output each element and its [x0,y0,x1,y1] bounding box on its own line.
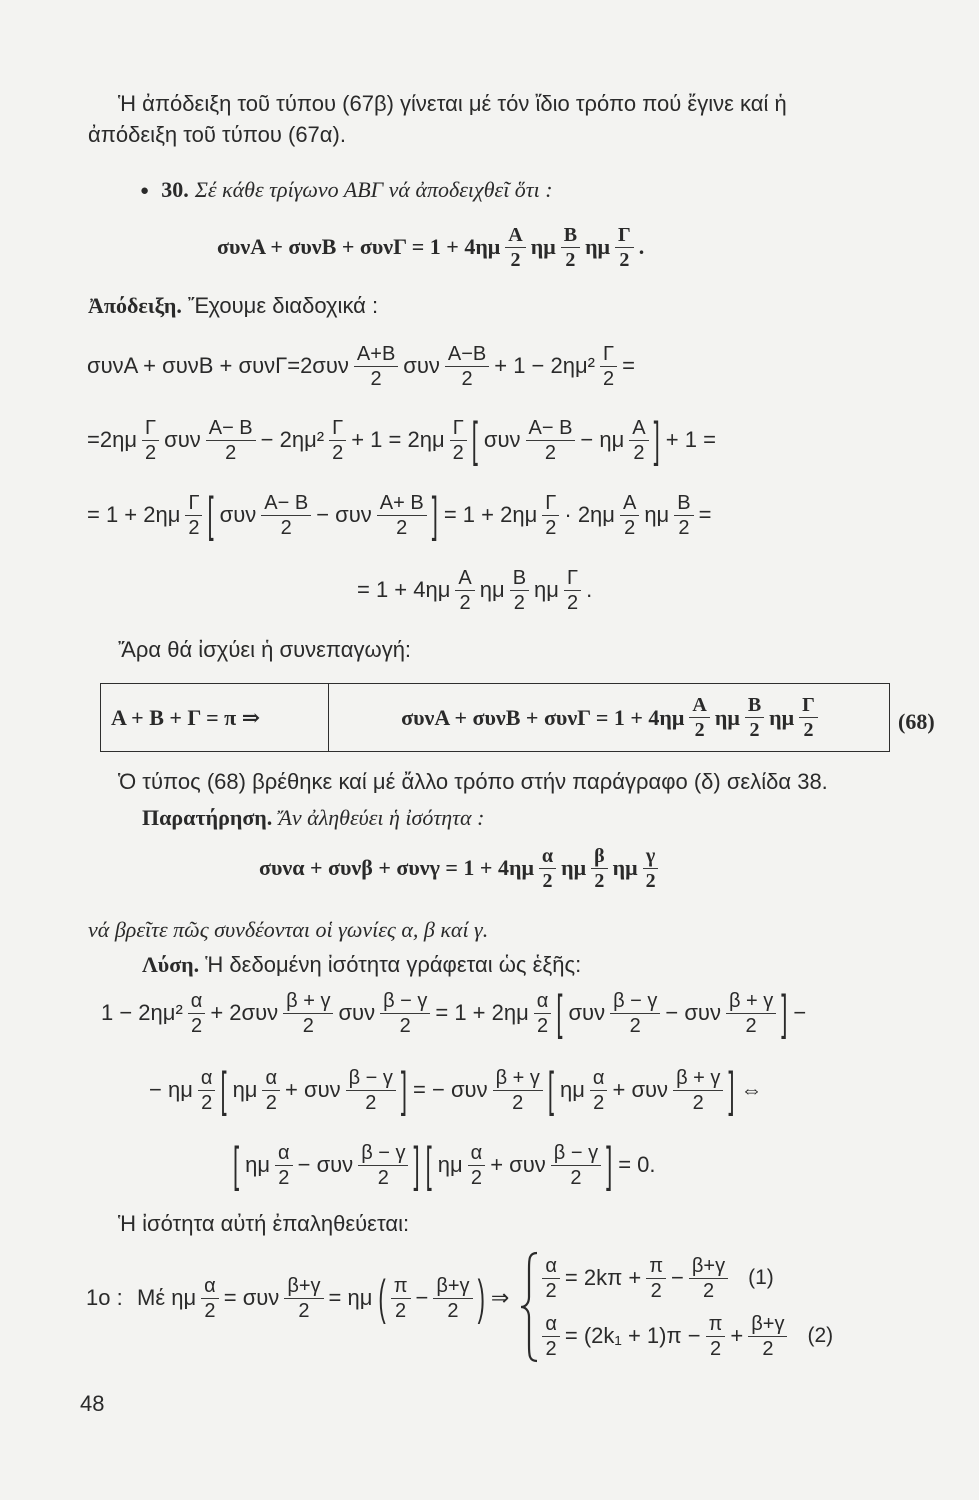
fraction-numerator: Α− Β [526,417,576,441]
formula-text: − συν [297,1152,354,1177]
formula-text: . [586,577,593,602]
fraction [590,1067,608,1114]
formula-text: συν [219,502,257,527]
formula-text: ημ [612,855,638,880]
fraction-numerator: α [542,1255,560,1279]
fraction-denominator: 2 [452,441,464,464]
fraction [468,1142,486,1189]
formula-text: = ημ [328,1285,373,1310]
proof-conclusion: Ἄρα θά ἰσχύει ἡ συνεπαγωγή: [118,637,412,662]
fraction-denominator: 2 [447,1299,459,1322]
fraction-numerator: π [706,1313,726,1337]
formula-text: συν [483,427,521,452]
fraction-denominator: 2 [544,441,557,464]
proof-heading [88,292,378,320]
fraction-numerator: β+γ [748,1313,787,1337]
fraction [674,492,693,539]
bracket: ] [653,410,660,467]
fraction-denominator: 2 [512,1091,524,1114]
fraction-numerator: α [188,990,206,1014]
fraction-numerator: Α [455,567,474,591]
fraction-numerator: β+γ [284,1275,323,1299]
fraction [505,224,525,271]
fraction-denominator: 2 [745,1014,757,1037]
formula-text: = 1 + 2ημ [87,502,181,527]
bracket: [ [425,1135,432,1192]
formula-text: − ημ [580,427,625,452]
formula-text: = 2kπ + [564,1265,642,1290]
fraction-denominator: 2 [702,1279,715,1302]
fraction-denominator: 2 [278,1166,290,1189]
fraction-numerator: Γ [615,224,634,248]
fraction-denominator: 2 [545,1279,557,1302]
fraction [726,990,776,1037]
fraction-numerator: β [591,845,608,869]
case-label: 1ο : [86,1285,123,1310]
boxed-formula [398,694,820,741]
fraction [551,1142,601,1189]
fraction-denominator: 2 [459,591,471,614]
formula-text: ημ [560,1077,585,1102]
formula-text: συν [568,1000,606,1025]
fraction-numerator: β − γ [551,1142,601,1166]
fraction-denominator: 2 [191,1014,203,1037]
bracket: [ [220,1060,227,1117]
formula-text: συνα + συνβ + συνγ = 1 + 4ημ [259,855,534,880]
fraction-denominator: 2 [396,516,408,539]
equation-system-row [540,1307,833,1365]
formula-text: = [698,502,712,527]
fraction-denominator: 2 [204,1299,216,1322]
fraction [433,1275,472,1322]
box-condition: Α + Β + Γ = π ⇒ [111,704,261,730]
formula-text: − συν [665,1000,721,1025]
formula-text: + 1 − 2ημ² [494,353,595,378]
fraction [206,417,256,464]
exercise-heading [140,176,553,207]
fraction-numerator: γ [643,845,658,869]
fraction-numerator: Β [561,224,580,248]
equation-system-row [540,1249,833,1307]
bracket: [ [471,410,478,467]
formula-text: συνΑ + συνΒ + συνΓ=2συν [87,353,349,378]
formula-text: ημ [714,704,740,730]
fraction [445,343,489,390]
fraction-denominator: 2 [537,1014,549,1037]
formula-text: = 0. [618,1152,656,1177]
fraction-numerator: α [201,1275,219,1299]
fraction-numerator: α [542,1313,560,1337]
fraction [591,845,608,892]
fraction-denominator: 2 [629,1014,641,1037]
fraction [188,990,206,1037]
fraction [201,1275,219,1322]
fraction-numerator: Γ [799,694,818,718]
formula-text: + [730,1323,744,1348]
fraction [799,694,818,741]
bracket: ] [728,1060,735,1117]
fraction [561,224,580,271]
formula-text: = − συν [413,1077,488,1102]
fraction [539,845,556,892]
fraction-numerator: α [468,1142,486,1166]
fraction-numerator: Α [629,417,648,441]
fraction-denominator: 2 [594,869,605,892]
equation-number: (1) [748,1266,774,1289]
formula-text: + συν [612,1077,669,1102]
page-number: 48 [80,1391,105,1416]
fraction [689,694,709,741]
formula-text: = 1 + 2ημ [435,1000,529,1025]
fraction-numerator: Γ [542,492,559,516]
fraction-numerator: π [646,1255,666,1279]
equation-number: (2) [807,1324,834,1347]
fraction-numerator: Γ [564,567,581,591]
formula-text: = συν [223,1285,280,1310]
formula-text: ⇒ [490,1285,510,1310]
fraction-numerator: β − γ [380,990,430,1014]
formula-text: συν [403,353,440,378]
formula-statement [214,217,647,277]
solution-text: Ἡ δεδομένη ἰσότητα γράφεται ὡς ἑξῆς: [205,952,582,977]
formula-step [84,485,714,545]
fraction-denominator: 2 [395,1299,407,1322]
fraction [198,1067,216,1114]
fraction-numerator: α [198,1067,216,1091]
fraction-numerator: Α [620,492,639,516]
fraction-denominator: 2 [694,719,705,741]
remark-text: Ἄν ἀληθεύει ἡ ἰσότητα : [278,805,485,830]
fraction-numerator: Γ [185,492,202,516]
formula-text: − [671,1265,684,1290]
fraction-denominator: 2 [645,869,656,892]
fraction-denominator: 2 [470,1166,482,1189]
left-curly-brace [518,1251,540,1363]
fraction-denominator: 2 [566,591,579,614]
fraction-denominator: 2 [399,1014,411,1037]
fraction [377,492,427,539]
fraction-denominator: 2 [188,516,200,539]
formula-text: ημ [479,577,505,602]
formula-text: − [793,1000,807,1025]
formula-text: ημ [644,502,670,527]
fraction-denominator: 2 [749,719,760,741]
formula-text: ημ [437,1152,463,1177]
fraction-denominator: 2 [603,367,615,390]
formula-text: ⇔ [740,1077,763,1102]
fraction [673,1067,723,1114]
formula-text: συνΑ + συνΒ + συνΓ = 1 + 4ημ [217,234,501,259]
fraction-numerator: β+γ [689,1255,728,1279]
fraction-numerator: Α− Β [206,417,256,441]
paragraph-line: ἀπόδειξη τοῦ τύπου (67α). [88,122,346,147]
bracket: ] [606,1135,613,1192]
fraction [564,567,581,614]
solution-heading [142,951,581,979]
fraction [261,492,311,539]
formula-text: =2ημ [87,427,137,452]
fraction [610,990,660,1037]
formula-case [134,1238,833,1358]
fraction-numerator: Β [674,492,693,516]
fraction-denominator: 2 [570,1166,582,1189]
fraction-denominator: 2 [377,1166,389,1189]
fraction [391,1275,411,1322]
fraction-denominator: 2 [619,248,630,271]
paragraph-line: Ἡ ἀπόδειξη τοῦ τύπου (67β) γίνεται μέ τόν ἴδιο τρόπο πού ἔγινε καί ἡ [118,91,787,116]
formula-text: − 2ημ² [260,427,325,452]
fraction [646,1255,666,1302]
exercise-statement: Σέ κάθε τρίγωνο ΑΒΓ νά ἀποδειχθεῖ ὅτι : [194,177,553,202]
fraction [354,343,398,390]
fraction-denominator: 2 [803,719,814,741]
formula-text: + 1 = [665,427,716,452]
fraction-denominator: 2 [332,441,344,464]
bracket: [ [207,485,214,542]
formula-text: συν [164,427,201,452]
fraction [493,1067,543,1114]
bracket: ] [781,983,788,1040]
formula-text: · 2ημ [564,502,615,527]
fraction-denominator: 2 [545,1337,557,1360]
formula-text: ημ [561,855,587,880]
fraction-denominator: 2 [510,248,521,271]
box-formula-cell [329,684,889,751]
fraction [450,417,467,464]
formula-text: ημ [769,704,795,730]
formula-text: ημ [245,1152,271,1177]
formula-step [230,1135,659,1195]
fraction-denominator: 2 [565,248,576,271]
fraction-numerator: α [590,1067,608,1091]
fraction-numerator: β+γ [433,1275,472,1299]
paragraph-line: Ἡ ἰσότητα αὐτή ἐπαληθεύεται: [118,1211,410,1236]
formula-text: ημ [585,234,611,259]
fraction [380,990,430,1037]
fraction [748,1313,787,1360]
fraction [510,567,529,614]
fraction-denominator: 2 [280,516,292,539]
fraction [534,990,552,1037]
fraction-numerator: α [262,1067,280,1091]
fraction-numerator: Α−Β [445,343,489,367]
formula-text: − ημ [149,1077,193,1102]
fraction-denominator: 2 [145,441,157,464]
fraction [283,990,333,1037]
fraction-denominator: 2 [650,1279,662,1302]
formula-text: − συν [316,502,372,527]
formula-step [84,336,638,396]
fraction [262,1067,280,1114]
fraction [629,417,648,464]
equation-system [518,1231,833,1365]
bracket: [ [233,1135,240,1192]
fraction-denominator: 2 [762,1337,774,1360]
bracket: ] [400,1060,408,1117]
fraction-denominator: 2 [298,1299,310,1322]
formula-text: = (2k₁ + 1)π − [564,1323,701,1348]
fraction-numerator: Α+Β [354,343,398,367]
fraction-numerator: Α [689,694,709,718]
fraction [542,1255,560,1302]
fraction [542,492,559,539]
box-condition-cell [101,684,329,751]
formula-text: ημ [232,1077,258,1102]
fraction-denominator: 2 [201,1091,213,1114]
formula-text: = 1 + 4ημ [357,577,451,602]
boxed-result [100,683,890,752]
formula-text: ημ [530,234,556,259]
formula-text: − [415,1285,429,1310]
fraction-numerator: β + γ [673,1067,723,1091]
formula-text: + 2συν [210,1000,279,1025]
fraction-numerator: Γ [600,343,617,367]
remark-question: νά βρεῖτε πῶς συνδέονται οἱ γωνίες α, β καί γ. [88,917,489,942]
fraction-numerator: β + γ [493,1067,543,1091]
formula-given [256,838,661,898]
fraction [526,417,576,464]
fraction [615,224,634,271]
fraction-numerator: Γ [329,417,346,441]
fraction-denominator: 2 [370,367,382,390]
fraction-denominator: 2 [545,516,557,539]
fraction [142,417,159,464]
fraction [275,1142,293,1189]
equation-system-rows [540,1249,833,1365]
fraction [542,1313,560,1360]
fraction [358,1142,408,1189]
fraction [346,1067,396,1114]
formula-text: + συν [490,1152,546,1177]
formula-text: = [622,353,635,378]
fraction-numerator: β + γ [726,990,776,1014]
fraction-denominator: 2 [692,1091,704,1114]
fraction [643,845,659,892]
fraction [600,343,617,390]
proof-label: Ἀπόδειξη. [88,293,182,318]
fraction [185,492,202,539]
bracket: [ [556,983,563,1040]
fraction-denominator: 2 [302,1014,314,1037]
fraction-denominator: 2 [461,367,473,390]
bracket: [ [547,1060,554,1117]
fraction-denominator: 2 [365,1091,377,1114]
fraction [689,1255,728,1302]
fraction-denominator: 2 [593,1091,605,1114]
fraction-denominator: 2 [709,1337,722,1360]
fraction-numerator: β − γ [358,1142,408,1166]
fraction-numerator: α [534,990,552,1014]
fraction-numerator: α [539,845,556,869]
fraction-denominator: 2 [265,1091,277,1114]
formula-text: + 1 = 2ημ [351,427,445,452]
formula-step [146,1060,765,1120]
formula-text: = 1 + 2ημ [443,502,538,527]
equation-number: (68) [898,709,935,734]
fraction-numerator: Α+ Β [377,492,427,516]
fraction-denominator: 2 [513,591,525,614]
formula-step [354,560,595,620]
fraction-numerator: Β [745,694,764,718]
fraction-numerator: β + γ [283,990,333,1014]
formula-text: . [638,234,645,259]
solution-label: Λύση. [142,952,200,977]
bracket: ( [378,1268,386,1325]
formula-text: 1 − 2ημ² [101,1000,183,1025]
fraction [745,694,764,741]
formula-text: + συν [285,1077,341,1102]
fraction [455,567,474,614]
remark-heading [142,804,484,832]
formula-text: ημ [534,577,559,602]
fraction [329,417,346,464]
fraction-numerator: α [275,1142,293,1166]
fraction-denominator: 2 [633,441,645,464]
fraction-denominator: 2 [624,516,636,539]
fraction [284,1275,323,1322]
fraction-numerator: β − γ [610,990,660,1014]
fraction-denominator: 2 [542,869,553,892]
fraction-denominator: 2 [225,441,237,464]
formula-step [84,410,719,470]
fraction-denominator: 2 [678,516,690,539]
paragraph-line: Ὁ τύπος (68) βρέθηκε καί μέ ἄλλο τρόπο στήν παράγραφο (δ) σελίδα 38. [118,769,828,794]
formula-text: Μέ ημ [137,1285,197,1310]
formula-text: συνΑ + συνΒ + συνΓ = 1 + 4ημ [401,704,685,730]
fraction-numerator: Γ [450,417,467,441]
fraction-numerator: Α− Β [261,492,311,516]
fraction-numerator: β − γ [346,1067,396,1091]
remark-label: Παρατήρηση. [142,805,273,830]
bracket: ] [413,1135,420,1192]
exercise-number: 30. [161,177,189,202]
formula-text: συν [338,1000,376,1025]
fraction-numerator: π [391,1275,411,1299]
fraction-numerator: Α [505,224,525,248]
formula-step [98,983,809,1043]
proof-text: Ἔχουμε διαδοχικά : [188,293,379,318]
fraction-numerator: Γ [142,417,159,441]
bullet-icon: ● [140,182,150,199]
fraction [706,1313,726,1360]
fraction [620,492,639,539]
fraction-numerator: Β [510,567,529,591]
bracket: ) [477,1268,485,1325]
bracket: ] [431,485,438,542]
